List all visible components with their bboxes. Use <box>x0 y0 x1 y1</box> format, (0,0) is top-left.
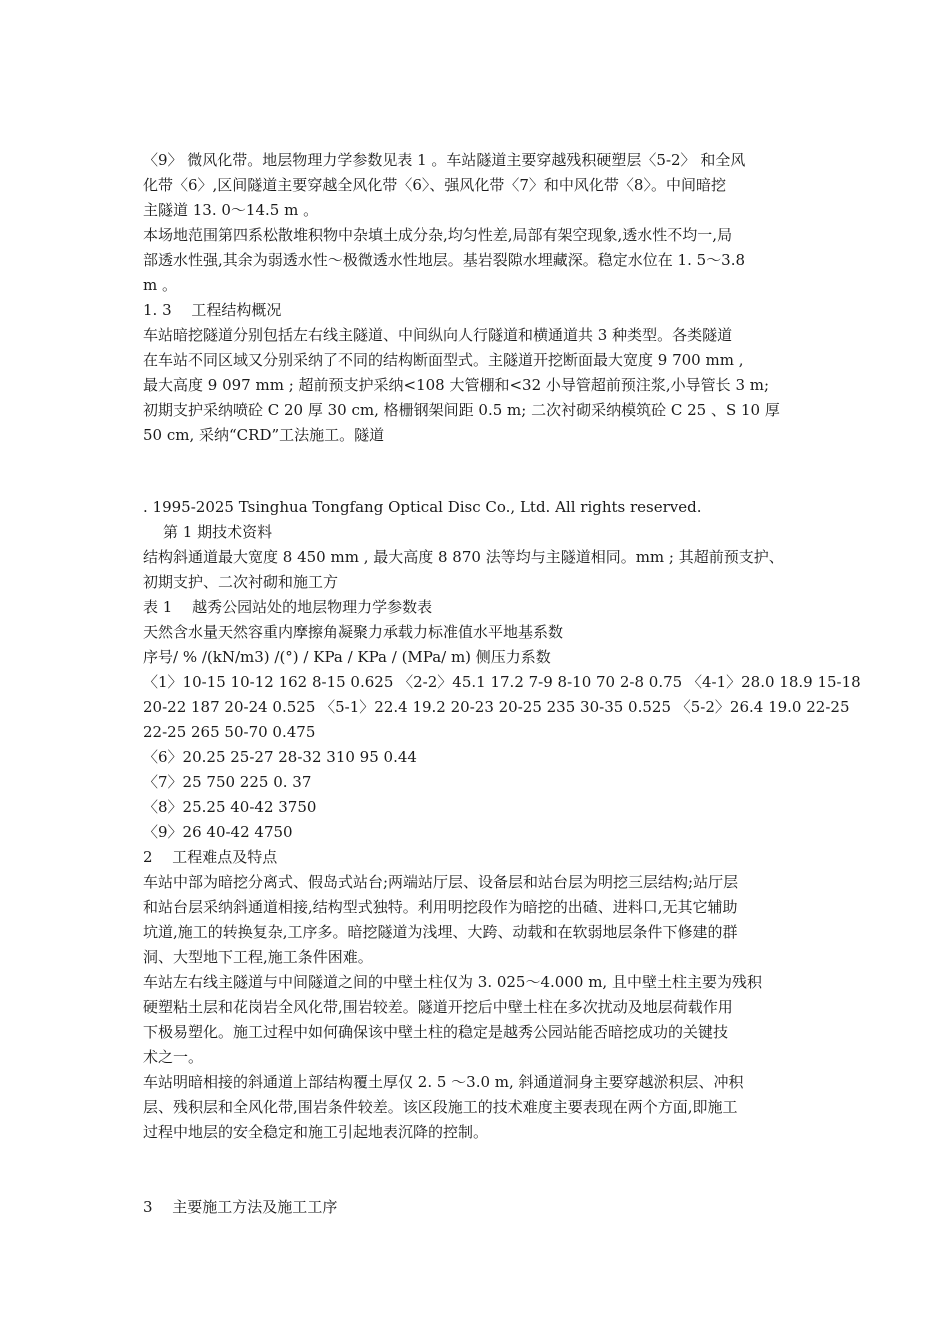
paragraph-block-2 <box>143 545 861 1145</box>
copyright-line: . 1995-2025 Tsinghua Tongfang Optical Disc Co., Ltd. All rights reserved. <box>143 498 702 516</box>
text-line: 〈9〉 微风化带。地层物理力学参数见表 1 。车站隧道主要穿越残积硬塑层〈5-2〉 和全风 <box>143 151 746 169</box>
text-line: 在车站不同区域又分别采纳了不同的结构断面型式。主隧道开挖断面最大宽度 9 700 mm , <box>143 351 744 369</box>
text-line: 车站明暗相接的斜通道上部结构覆土厚仅 2. 5 ～3.0 m, 斜通道洞身主要穿越淤积层、冲积 <box>143 1073 744 1091</box>
text-line: 下极易塑化。施工过程中如何确保该中壁土柱的稳定是越秀公园站能否暗挖成功的关键技 <box>143 1023 729 1041</box>
text-line: 主隧道 13. 0～14.5 m 。 <box>143 201 319 219</box>
text-line: 50 cm, 采纳“CRD”工法施工。隧道 <box>143 426 385 444</box>
table-row: 〈6〉20.25 25-27 28-32 310 95 0.44 <box>143 748 417 766</box>
text-line: m 。 <box>143 276 177 294</box>
paragraph-block-1 <box>143 148 823 448</box>
text-line: 部透水性强,其余为弱透水性～极微透水性地层。基岩裂隙水埋藏深。稳定水位在 1. 5～3.8 <box>143 251 746 269</box>
text-line: 初期支护、二次衬砌和施工方 <box>143 573 339 591</box>
table-header-row: 天然含水量天然容重内摩擦角凝聚力承载力标准值水平地基系数 <box>143 623 564 641</box>
table-row: 22-25 265 50-70 0.475 <box>143 723 316 741</box>
table-row: 〈9〉26 40-42 4750 <box>143 823 293 841</box>
text-line: 车站中部为暗挖分离式、假岛式站台;两端站厅层、设备层和站台层为明挖三层结构;站厅层 <box>143 873 739 891</box>
text-line: 车站左右线主隧道与中间隧道之间的中壁土柱仅为 3. 025～4.000 m, 且中壁土柱主要为残积 <box>143 973 762 991</box>
document-page <box>143 148 861 1220</box>
table-row: 20-22 187 20-24 0.525 〈5-1〉22.4 19.2 20-23 20-25 235 30-35 0.525 〈5-2〉26.4 19.0 22-25 <box>143 698 850 716</box>
table-row: 〈7〉25 750 225 0. 37 <box>143 773 312 791</box>
text-line: 化带〈6〉,区间隧道主要穿越全风化带〈6〉、强风化带〈7〉和中风化带〈8〉。中间暗挖 <box>143 176 726 194</box>
table-caption: 表 1 越秀公园站处的地层物理力学参数表 <box>143 598 433 616</box>
text-line: 车站暗挖隧道分别包括左右线主隧道、中间纵向人行隧道和横通道共 3 种类型。各类隧道 <box>143 326 733 344</box>
table-header-row: 序号/ % /(kN/m3) /(°) / KPa / KPa / (MPa/ m) 侧压力系数 <box>143 648 551 666</box>
text-line: 术之一。 <box>143 1048 204 1066</box>
issue-label: 第 1 期技术资料 <box>163 523 273 541</box>
text-line: 洞、大型地下工程,施工条件困难。 <box>143 948 373 966</box>
section-heading-3: 3 主要施工方法及施工工序 <box>143 1198 338 1216</box>
section-heading-2: 2 工程难点及特点 <box>143 848 278 866</box>
text-line: 结构斜通道最大宽度 8 450 mm , 最大高度 8 870 法等均与主隧道相同。mm ; 其超前预支护、 <box>143 548 784 566</box>
section-heading-1-3: 1. 3 工程结构概况 <box>143 301 282 319</box>
text-line: 过程中地层的安全稳定和施工引起地表沉降的控制。 <box>143 1123 489 1141</box>
spacer <box>143 1145 823 1195</box>
text-line: 本场地范围第四系松散堆积物中杂填土成分杂,均匀性差,局部有架空现象,透水性不均一,局 <box>143 226 733 244</box>
table-row: 〈1〉10-15 10-12 162 8-15 0.625 〈2-2〉45.1 17.2 7-9 8-10 70 2-8 0.75 〈4-1〉28.0 18.9 15-18 <box>143 673 861 691</box>
text-line: 坑道,施工的转换复杂,工序多。暗挖隧道为浅埋、大跨、动载和在软弱地层条件下修建的群 <box>143 923 738 941</box>
text-line: 最大高度 9 097 mm ; 超前预支护采纳<108 大管棚和<32 小导管超前预注浆,小导管长 3 m; <box>143 376 770 394</box>
table-row: 〈8〉25.25 40-42 3750 <box>143 798 317 816</box>
text-line: 和站台层采纳斜通道相接,结构型式独特。利用明挖段作为暗挖的出碴、进料口,无其它辅助 <box>143 898 738 916</box>
text-line: 硬塑粘土层和花岗岩全风化带,围岩较差。隧道开挖后中壁土柱在多次扰动及地层荷载作用 <box>143 998 733 1016</box>
spacer <box>143 448 823 495</box>
text-line: 初期支护采纳喷砼 C 20 厚 30 cm, 格栅钢架间距 0.5 m; 二次衬砌采纳模筑砼 C 25 、S 10 厚 <box>143 401 780 419</box>
text-line: 层、残积层和全风化带,围岩条件较差。该区段施工的技术难度主要表现在两个方面,即施工 <box>143 1098 738 1116</box>
